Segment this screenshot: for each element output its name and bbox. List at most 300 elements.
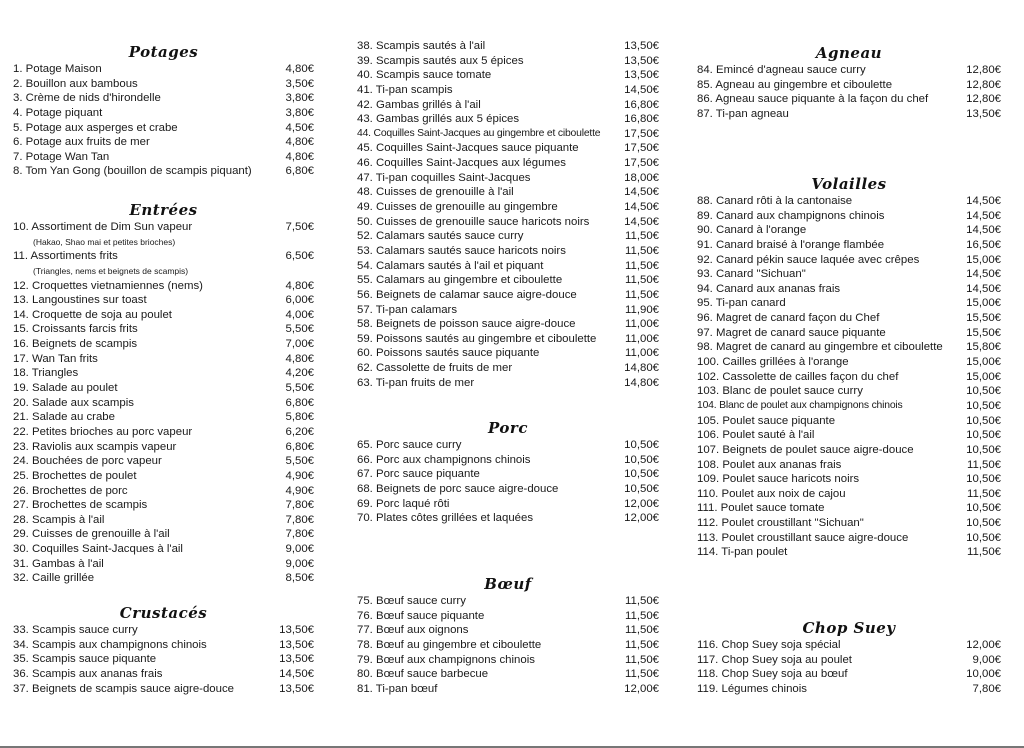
section-title: Entrées (129, 201, 198, 219)
item-price: 15,80€ (966, 341, 1001, 354)
item-list (357, 594, 659, 696)
section-chop-suey (697, 618, 1001, 697)
menu-item (13, 410, 314, 425)
menu-item (13, 249, 314, 264)
item-price: 13,50€ (279, 638, 314, 651)
item-name: 15. Croissants farcis frits (13, 323, 138, 336)
item-price: 14,80€ (624, 362, 659, 375)
item-name: 81. Ti-pan bœuf (357, 682, 438, 695)
menu-item (697, 311, 1001, 326)
menu-item (13, 164, 314, 179)
menu-item (697, 487, 1001, 502)
item-price: 11,50€ (625, 274, 659, 287)
item-list (697, 638, 1001, 697)
menu-item (13, 279, 314, 294)
item-price: 7,80€ (285, 513, 314, 526)
item-name: 67. Porc sauce piquante (357, 468, 480, 481)
item-price: 4,50€ (285, 121, 314, 134)
item-name: 20. Salade aux scampis (13, 396, 134, 409)
item-price: 10,50€ (966, 517, 1001, 530)
item-name: 80. Bœuf sauce barbecue (357, 668, 489, 681)
item-price: 13,50€ (279, 653, 314, 666)
section-boeuf (357, 574, 659, 696)
menu-item (13, 513, 314, 528)
menu-item (13, 667, 314, 682)
menu-item (357, 273, 659, 288)
item-name: 42. Gambas grillés à l'ail (357, 98, 481, 111)
item-price: 4,80€ (285, 279, 314, 292)
item-price: 10,50€ (966, 502, 1001, 515)
menu-item (697, 340, 1001, 355)
menu-item (357, 467, 659, 482)
item-name: 92. Canard pékin sauce laquée avec crêpes (697, 253, 920, 266)
item-name: 7. Potage Wan Tan (13, 150, 110, 163)
item-price: 6,00€ (285, 294, 314, 307)
menu-item (697, 501, 1001, 516)
item-name: 53. Calamars sautés sauce haricots noirs (357, 244, 566, 257)
menu-item (697, 282, 1001, 297)
item-price: 14,50€ (966, 209, 1001, 222)
menu-item (357, 68, 659, 83)
item-name: 105. Poulet sauce piquante (697, 414, 836, 427)
menu-item (697, 638, 1001, 653)
menu-item (13, 484, 314, 499)
item-name: 8. Tom Yan Gong (bouillon de scampis piquant) (13, 165, 252, 178)
item-price: 11,50€ (625, 244, 659, 257)
item-name: 52. Calamars sautés sauce curry (357, 230, 524, 243)
item-price: 11,00€ (625, 332, 659, 345)
item-name: 60. Poissons sautés sauce piquante (357, 347, 540, 360)
item-name: 41. Ti-pan scampis (357, 83, 453, 96)
menu-item (697, 545, 1001, 560)
menu-item (357, 39, 659, 54)
item-price: 13,50€ (966, 107, 1001, 120)
menu-item (357, 288, 659, 303)
item-price: 7,80€ (285, 499, 314, 512)
item-name: (Triangles, nems et beignets de scampis) (33, 265, 189, 276)
item-price: 14,50€ (966, 268, 1001, 281)
item-name: 25. Brochettes de poulet (13, 469, 137, 482)
menu-item (357, 667, 659, 682)
item-name: 66. Porc aux champignons chinois (357, 453, 531, 466)
item-price: 12,80€ (966, 64, 1001, 76)
menu-item (697, 92, 1001, 107)
section-volailles (697, 174, 1001, 560)
menu-item (357, 185, 659, 200)
menu-item (357, 127, 659, 142)
item-price: 13,50€ (624, 40, 659, 52)
item-price: 4,80€ (285, 352, 314, 365)
item-name: 18. Triangles (13, 367, 79, 380)
item-price: 14,50€ (279, 667, 314, 680)
item-price: 11,00€ (625, 318, 659, 331)
item-name: 40. Scampis sauce tomate (357, 69, 492, 82)
item-name: 28. Scampis à l'ail (13, 513, 105, 526)
menu-item (13, 440, 314, 455)
item-name: 70. Plates côtes grillées et laquées (357, 512, 534, 525)
item-name: (Hakao, Shao mai et petites brioches) (33, 236, 176, 247)
item-name: 27. Brochettes de scampis (13, 499, 148, 512)
menu-item (697, 653, 1001, 668)
menu-item (697, 355, 1001, 370)
item-price: 11,90€ (625, 303, 659, 316)
item-price: 7,80€ (285, 528, 314, 541)
menu-item (697, 63, 1001, 78)
section-title: Potages (128, 43, 199, 61)
item-name: 79. Bœuf aux champignons chinois (357, 653, 535, 666)
item-name: 63. Ti-pan fruits de mer (357, 376, 475, 389)
item-price: 14,50€ (624, 215, 659, 228)
menu-item (357, 332, 659, 347)
item-price: 15,50€ (966, 326, 1001, 339)
item-name: 21. Salade au crabe (13, 411, 115, 424)
item-name: 62. Cassolette de fruits de mer (357, 362, 513, 375)
item-price: 6,80€ (285, 396, 314, 409)
item-price: 16,50€ (966, 238, 1001, 251)
menu-item (697, 238, 1001, 253)
item-list (697, 63, 1001, 122)
menu-item (357, 361, 659, 376)
item-price: 11,50€ (967, 546, 1001, 559)
menu-item (357, 511, 659, 526)
item-name: 78. Bœuf au gingembre et ciboulette (357, 638, 542, 651)
item-name: 93. Canard "Sichuan" (697, 268, 806, 281)
item-price: 7,00€ (285, 338, 314, 351)
item-name: 50. Cuisses de grenouille sauce haricots noirs (357, 215, 590, 228)
item-price: 11,50€ (625, 624, 659, 637)
item-name: 58. Beignets de poisson sauce aigre-douce (357, 318, 576, 331)
menu-item-description (13, 235, 314, 250)
item-price: 4,20€ (285, 367, 314, 380)
menu-item (357, 376, 659, 391)
item-price: 17,50€ (624, 157, 659, 170)
item-price: 17,50€ (624, 142, 659, 155)
item-price: 6,50€ (285, 250, 314, 263)
item-name: 17. Wan Tan frits (13, 352, 98, 365)
menu-item (13, 454, 314, 469)
item-name: 96. Magret de canard façon du Chef (697, 312, 880, 325)
item-name: 23. Raviolis aux scampis vapeur (13, 440, 177, 453)
menu-item (697, 667, 1001, 682)
item-name: 59. Poissons sautés au gingembre et ciboulette (357, 332, 597, 345)
menu-item (697, 428, 1001, 443)
item-name: 39. Scampis sautés aux 5 épices (357, 54, 524, 67)
item-price: 9,00€ (972, 653, 1001, 666)
menu-item (13, 106, 314, 121)
item-list (13, 62, 314, 179)
menu-item (357, 229, 659, 244)
item-price: 9,00€ (285, 557, 314, 570)
item-name: 12. Croquettes vietnamiennes (nems) (13, 279, 203, 292)
item-name: 107. Beignets de poulet sauce aigre-douce (697, 443, 914, 456)
item-price: 10,50€ (624, 453, 659, 466)
menu-item (357, 244, 659, 259)
menu-item (13, 77, 314, 92)
item-name: 10. Assortiment de Dim Sun vapeur (13, 221, 193, 233)
item-price: 8,50€ (285, 572, 314, 585)
menu-item (13, 121, 314, 136)
item-name: 45. Coquilles Saint-Jacques sauce piquante (357, 142, 579, 155)
item-name: 103. Blanc de poulet sauce curry (697, 385, 863, 398)
item-price: 15,00€ (966, 297, 1001, 310)
menu-item (697, 209, 1001, 224)
item-price: 5,50€ (285, 382, 314, 395)
item-price: 12,80€ (966, 78, 1001, 91)
menu-item (697, 443, 1001, 458)
item-price: 12,00€ (624, 497, 659, 510)
item-name: 100. Cailles grillées à l'orange (697, 356, 849, 369)
item-price: 10,50€ (966, 414, 1001, 427)
menu-item (357, 682, 659, 697)
item-name: 108. Poulet aux ananas frais (697, 458, 842, 471)
item-name: 91. Canard braisé à l'orange flambée (697, 238, 885, 251)
menu-item (697, 516, 1001, 531)
item-name: 68. Beignets de porc sauce aigre-douce (357, 482, 559, 495)
item-name: 30. Coquilles Saint-Jacques à l'ail (13, 543, 183, 556)
item-name: 32. Caille grillée (13, 572, 95, 585)
item-name: 88. Canard rôti à la cantonaise (697, 195, 853, 207)
menu-item (697, 458, 1001, 473)
menu-item (13, 571, 314, 586)
item-price: 4,80€ (285, 150, 314, 163)
item-price: 4,90€ (285, 469, 314, 482)
item-name: 26. Brochettes de porc (13, 484, 128, 497)
item-list (13, 623, 314, 696)
item-price: 15,00€ (966, 253, 1001, 266)
item-name: 111. Poulet sauce tomate (697, 502, 825, 515)
item-price: 10,50€ (624, 439, 659, 451)
item-price: 11,50€ (625, 230, 659, 243)
item-name: 49. Cuisses de grenouille au gingembre (357, 201, 558, 214)
item-price: 5,50€ (285, 455, 314, 468)
item-price: 7,50€ (285, 221, 314, 233)
item-price: 14,50€ (966, 195, 1001, 207)
item-name: 35. Scampis sauce piquante (13, 653, 157, 666)
item-price: 13,50€ (279, 682, 314, 695)
menu-item (357, 453, 659, 468)
item-list (357, 438, 659, 526)
item-price: 14,80€ (624, 376, 659, 389)
item-price: 10,50€ (966, 531, 1001, 544)
item-price: 12,00€ (624, 512, 659, 525)
item-name: 75. Bœuf sauce curry (357, 595, 466, 607)
menu-item (357, 215, 659, 230)
item-price: 6,80€ (285, 165, 314, 178)
item-name: 57. Ti-pan calamars (357, 303, 458, 316)
item-name: 102. Cassolette de cailles façon du chef (697, 370, 899, 383)
item-price: 11,50€ (625, 638, 659, 651)
menu-item (697, 472, 1001, 487)
menu-item (13, 352, 314, 367)
item-price: 15,00€ (966, 370, 1001, 383)
item-price: 12,00€ (624, 682, 659, 695)
item-price: 14,50€ (624, 186, 659, 199)
menu-item (697, 384, 1001, 399)
item-name: 43. Gambas grillés aux 5 épices (357, 113, 520, 126)
item-price: 13,50€ (624, 69, 659, 82)
menu-item (13, 91, 314, 106)
item-name: 86. Agneau sauce piquante à la façon du chef (697, 93, 929, 106)
item-price: 12,80€ (966, 93, 1001, 106)
item-price: 10,50€ (966, 473, 1001, 486)
item-price: 17,50€ (624, 127, 659, 140)
item-price: 11,50€ (625, 609, 659, 622)
menu-item (13, 62, 314, 77)
menu-item (697, 682, 1001, 697)
menu-item (357, 638, 659, 653)
menu-item (13, 527, 314, 542)
item-price: 11,50€ (967, 458, 1001, 471)
section-title: Porc (488, 419, 528, 437)
item-name: 97. Magret de canard sauce piquante (697, 326, 886, 339)
menu-item (357, 609, 659, 624)
menu-item (13, 425, 314, 440)
menu-item (357, 141, 659, 156)
item-name: 46. Coquilles Saint-Jacques aux légumes (357, 157, 566, 170)
item-price: 3,50€ (285, 77, 314, 90)
menu-item (13, 135, 314, 150)
item-name: 38. Scampis sautés à l'ail (357, 40, 486, 52)
item-price: 3,80€ (285, 92, 314, 105)
menu-item (13, 337, 314, 352)
item-list (697, 194, 1001, 560)
item-name: 6. Potage aux fruits de mer (13, 136, 150, 149)
item-price: 4,90€ (285, 484, 314, 497)
item-price: 11,50€ (625, 595, 659, 607)
menu-item (13, 652, 314, 667)
item-name: 84. Emincé d'agneau sauce curry (697, 64, 866, 76)
item-name: 16. Beignets de scampis (13, 338, 138, 351)
item-price: 10,50€ (966, 399, 1001, 412)
menu-item (13, 381, 314, 396)
item-name: 65. Porc sauce curry (357, 439, 462, 451)
item-price: 11,50€ (625, 259, 659, 272)
section-crustaces (13, 603, 314, 696)
item-price: 18,00€ (624, 171, 659, 184)
item-price: 13,50€ (279, 624, 314, 636)
section-porc (357, 418, 659, 526)
item-name: 55. Calamars au gingembre et ciboulette (357, 274, 563, 287)
menu-item (357, 112, 659, 127)
item-price: 11,50€ (967, 487, 1001, 500)
item-price: 5,50€ (285, 323, 314, 336)
item-name: 1. Potage Maison (13, 63, 102, 75)
item-price: 11,00€ (625, 347, 659, 360)
section-entrees (13, 200, 314, 586)
menu-item (357, 346, 659, 361)
item-price: 6,80€ (285, 440, 314, 453)
menu-item (697, 296, 1001, 311)
menu-item (697, 253, 1001, 268)
section-potages (13, 42, 314, 179)
item-price: 6,20€ (285, 425, 314, 438)
item-price: 4,80€ (285, 136, 314, 149)
item-price: 12,00€ (966, 639, 1001, 651)
item-name: 3. Crème de nids d'hirondelle (13, 92, 161, 105)
item-name: 118. Chop Suey soja au bœuf (697, 668, 848, 681)
item-price: 10,50€ (624, 468, 659, 481)
item-price: 15,00€ (966, 356, 1001, 369)
menu-item (13, 322, 314, 337)
item-price: 3,80€ (285, 106, 314, 119)
item-name: 19. Salade au poulet (13, 382, 118, 395)
menu-item (697, 267, 1001, 282)
item-name: 2. Bouillon aux bambous (13, 77, 138, 90)
item-price: 4,80€ (285, 63, 314, 75)
item-price: 14,50€ (624, 83, 659, 96)
item-name: 54. Calamars sautés à l'ail et piquant (357, 259, 544, 272)
menu-item (697, 223, 1001, 238)
menu-item (697, 370, 1001, 385)
item-name: 11. Assortiments frits (13, 250, 118, 263)
section-title: Bœuf (484, 575, 532, 593)
section-title: Agneau (815, 44, 883, 62)
menu-item (357, 83, 659, 98)
menu-item (13, 396, 314, 411)
item-price: 14,50€ (624, 201, 659, 214)
menu-item (697, 78, 1001, 93)
item-price: 5,80€ (285, 411, 314, 424)
section-agneau (697, 43, 1001, 122)
menu-item (13, 557, 314, 572)
item-name: 4. Potage piquant (13, 106, 103, 119)
menu-item (13, 498, 314, 513)
item-price: 10,00€ (966, 668, 1001, 681)
item-price: 16,80€ (624, 113, 659, 126)
item-name: 90. Canard à l'orange (697, 224, 807, 237)
menu-item (357, 317, 659, 332)
item-price: 10,50€ (966, 443, 1001, 456)
item-price: 16,80€ (624, 98, 659, 111)
item-name: 87. Ti-pan agneau (697, 107, 789, 120)
menu-item (357, 594, 659, 609)
menu-item (13, 542, 314, 557)
menu-item (13, 682, 314, 697)
item-name: 44. Coquilles Saint-Jacques au gingembre et ciboulette (357, 127, 601, 139)
section-title: Crustacés (119, 604, 208, 622)
menu-item (357, 98, 659, 113)
menu-item (697, 326, 1001, 341)
menu-item (13, 638, 314, 653)
menu-item (357, 623, 659, 638)
item-price: 10,50€ (966, 429, 1001, 442)
item-price: 9,00€ (285, 543, 314, 556)
menu-item (697, 531, 1001, 546)
item-list (13, 220, 314, 586)
menu-item (13, 150, 314, 165)
item-price: 14,50€ (966, 282, 1001, 295)
item-name: 106. Poulet sauté à l'ail (697, 429, 815, 442)
menu-item (697, 399, 1001, 414)
item-price: 14,50€ (966, 224, 1001, 237)
section-title: Chop Suey (802, 619, 896, 637)
menu-item (13, 308, 314, 323)
menu-item (13, 623, 314, 638)
item-name: 113. Poulet croustillant sauce aigre-douce (697, 531, 909, 544)
menu-item (357, 156, 659, 171)
item-name: 112. Poulet croustillant "Sichuan" (697, 517, 864, 530)
item-name: 13. Langoustines sur toast (13, 294, 147, 307)
item-price: 4,00€ (285, 308, 314, 321)
item-price: 7,80€ (972, 682, 1001, 695)
item-name: 5. Potage aux asperges et crabe (13, 121, 178, 134)
menu-item (357, 303, 659, 318)
item-name: 56. Beignets de calamar sauce aigre-douce (357, 288, 577, 301)
section-title: Volailles (811, 175, 887, 193)
item-name: 104. Blanc de poulet aux champignons chinois (697, 399, 903, 411)
menu-item (357, 438, 659, 453)
item-price: 15,50€ (966, 312, 1001, 325)
